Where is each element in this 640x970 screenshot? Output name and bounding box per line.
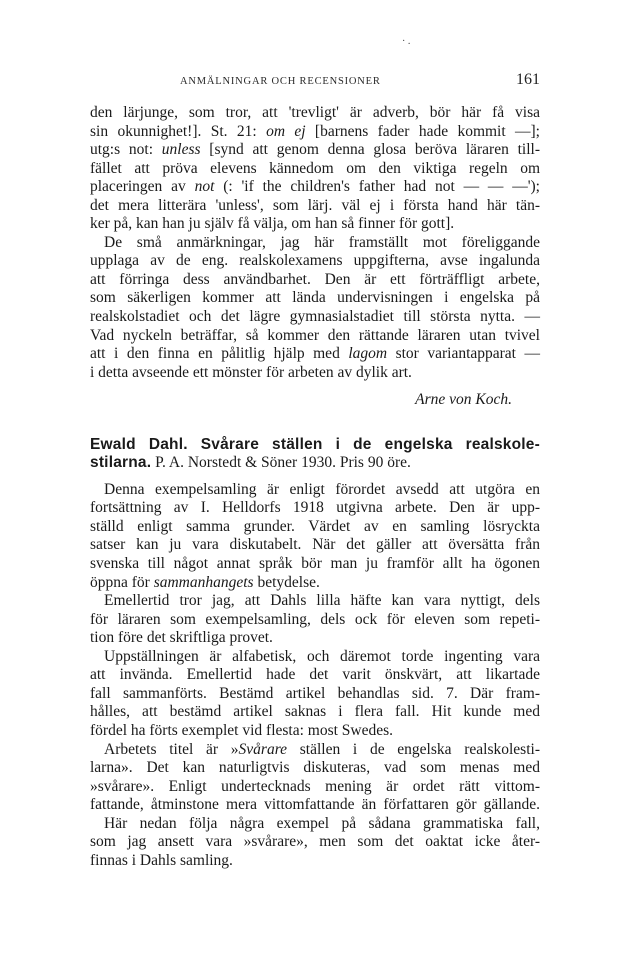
signature: Arne von Koch. [415, 391, 512, 409]
page-corner-marks: · . [402, 36, 411, 47]
text-line: som säkerligen kommer att lända undervisningen i engelska på [90, 289, 540, 307]
text-line: realskolstadiet och det lägre gymnasialstadiet till största nytta. — [90, 308, 540, 326]
text-line: i detta avseende ett mönster för arbeten av dylik art. [90, 363, 412, 381]
text-line: »svårare». Enligt undertecknads mening är ordet rätt vittom- [90, 777, 540, 795]
text-line: att invända. Emellertid hade det varit önskvärt, att likartade [90, 666, 540, 684]
text-line: fördel ha förts exemplet vid flesta: most Swedes. [90, 721, 394, 739]
text-line: sin okunnighet!]. St. 21: om ej [barnens fader hade kommit —]; [90, 122, 540, 140]
text-line: att förringa dess användbarhet. Den är ett förträffligt arbete, [90, 270, 540, 288]
review-title-cont: stilarna. [90, 454, 152, 472]
text-line: Arbetets titel är »Svårare ställen i de engelska realskolesti- [104, 740, 540, 758]
text-line: fall sammanförts. Bestämd artikel behandlas sid. 7. Där fram- [90, 684, 540, 702]
text-line: utg:s not: unless [synd att genom denna glosa beröva läraren till- [90, 141, 540, 159]
italic-phrase: om ej [266, 122, 306, 140]
text-line: De små anmärkningar, jag här framställt mot föreliggande [104, 233, 540, 251]
italic-phrase: lagom [348, 345, 388, 363]
italic-phrase: sammanhangets [153, 573, 254, 591]
italic-phrase: unless [161, 141, 201, 159]
text-line: hålles, att bestämd artikel saknas i flera fall. Hit kunde med [90, 703, 540, 721]
italic-phrase: Svårare [238, 740, 288, 758]
italic-phrase: not [194, 178, 215, 196]
text-line: tion före det skriftliga provet. [90, 629, 273, 647]
text-line: som jag ansett vara »svårare», men som det oaktat icke åter- [90, 833, 540, 851]
text-line: det mera litterära 'unless', som lärj. väl ej i första hand här tän- [90, 196, 540, 214]
text-line: placeringen av not (: 'if the children's father had not — — —'); [90, 178, 540, 196]
text-line: fattande, åtminstone mera vittomfattande än författaren gör gällande. [90, 796, 540, 814]
text-line: fället att pröva elevens kännedom om den viktiga regeln om [90, 159, 540, 177]
text-line: öppna för sammanhangets betydelse. [90, 573, 320, 591]
review-title-line [90, 436, 540, 455]
text-line: ställd enligt samma grunder. Värdet av en samling lösryckta [90, 517, 540, 535]
text-line: fortsättning av I. Helldorfs 1918 utgivna arbete. Den är upp- [90, 499, 540, 517]
review-title-line [90, 454, 540, 473]
text-line: Uppställningen är alfabetisk, och däremot torde ingenting vara [104, 647, 540, 665]
review-title: Ewald Dahl. Svårare ställen i de engelska realskole- [90, 435, 540, 453]
running-header [90, 70, 540, 94]
text-line: svenska till något annat språk bör man ju framför allt ha ögonen [90, 555, 540, 573]
text-line: larna». Det kan naturligtvis diskuteras, vad som menas med [90, 759, 540, 777]
text-line: Här nedan följa några exempel på sådana grammatiska fall, [104, 814, 540, 832]
text-line: Emellertid tror jag, att Dahls lilla häfte kan vara nyttigt, dels [104, 592, 540, 610]
text-line: den lärjunge, som tror, att 'trevligt' är adverb, bör här få visa [90, 104, 540, 121]
running-title: ANMÄLNINGAR OCH RECENSIONER [180, 76, 381, 87]
text-line: finnas i Dahls samling. [90, 851, 233, 869]
text-line: Denna exempelsamling är enligt förordet avsedd att utgöra en [104, 480, 540, 498]
page-number: 161 [516, 71, 540, 88]
text-line: satser kan ju vara diskutabelt. När det gäller att översätta från [90, 536, 540, 554]
publication-info: P. A. Norstedt & Söner 1930. Pris 90 öre. [151, 454, 411, 472]
page-body [90, 104, 540, 870]
text-line: upplaga av de eng. realskolexamens uppgifterna, avse ingalunda [90, 252, 540, 270]
text-line: för läraren som exempelsamling, dels ock för eleven som repeti- [90, 610, 540, 628]
text-line: Vad nyckeln beträffar, så kommer den rättande läraren utan tvivel [90, 326, 540, 344]
text-line: att i den finna en pålitlig hjälp med lagom stor variantapparat — [90, 345, 540, 363]
text-line: ker på, kan han ju själv få välja, om han så finner för gott]. [90, 215, 455, 233]
